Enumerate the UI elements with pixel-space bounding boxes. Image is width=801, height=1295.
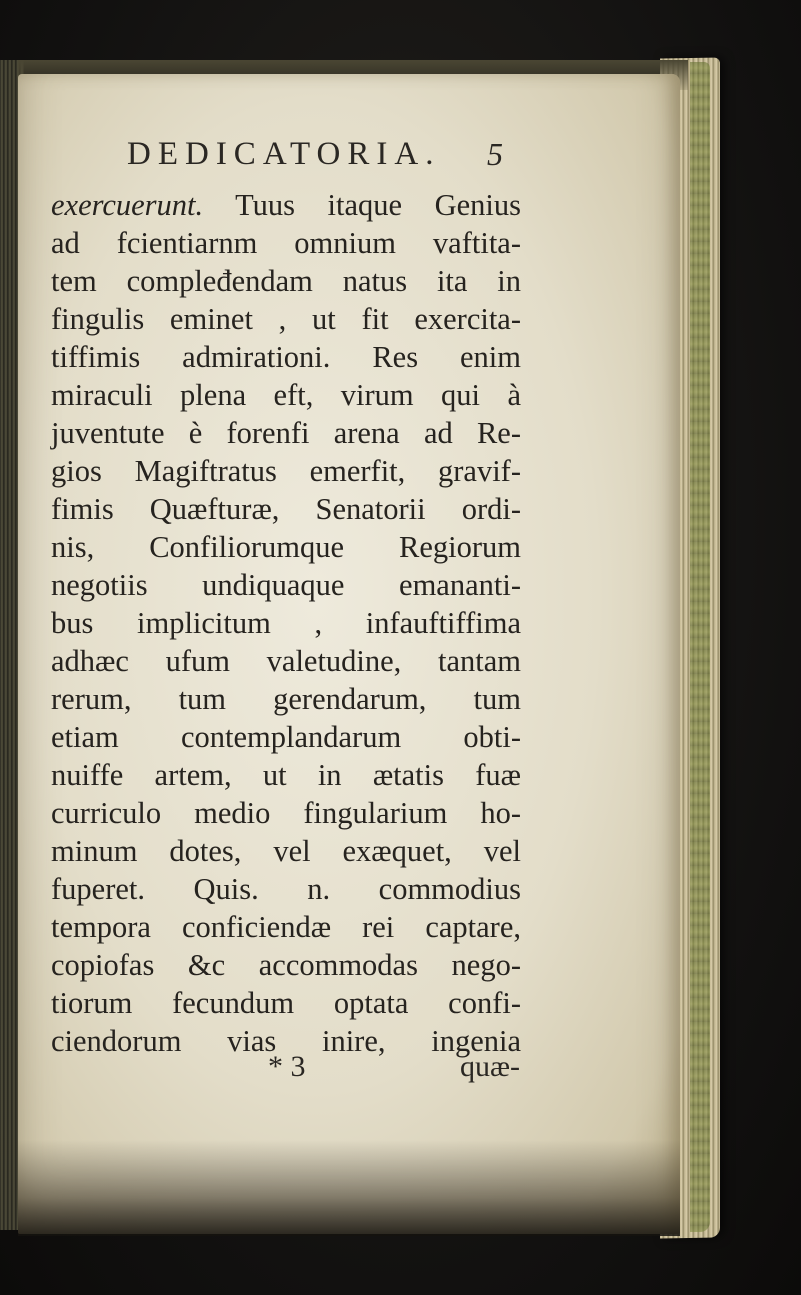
text-line-content: fimis Quæfturæ, Senatorii ordi-: [51, 492, 521, 526]
text-line: [51, 870, 521, 908]
page-bottom-shadow: [18, 1140, 680, 1236]
text-line-content: nuiffe artem, ut in ætatis fuæ: [51, 758, 521, 792]
text-line-content: juventute è forenfi arena ad Re-: [51, 416, 521, 450]
text-line-content: minum dotes, vel exæquet, vel: [51, 834, 521, 868]
text-line-content: Tuus itaque Genius: [203, 188, 521, 222]
text-line: [51, 376, 521, 414]
text-line-content: tiffimis admirationi. Res enim: [51, 340, 521, 374]
text-line-content: etiam contemplandarum obti-: [51, 720, 521, 754]
text-line-content: curriculo medio fingularium ho-: [51, 796, 521, 830]
text-line: [51, 566, 521, 604]
text-line: [51, 338, 521, 376]
text-line: [51, 604, 521, 642]
text-line-content: ad fcientiarnm omnium vaftita-: [51, 226, 521, 260]
text-line-content: tem compleđendam natus ita in: [51, 264, 521, 298]
text-line: [51, 452, 521, 490]
running-head-title: DEDICATORIA.: [127, 136, 441, 172]
text-line: [51, 528, 521, 566]
catchword: quæ-: [460, 1050, 520, 1083]
signature-mark: * 3: [268, 1050, 306, 1083]
text-line: [51, 984, 521, 1022]
italic-word: exercuerunt.: [51, 188, 204, 222]
text-line-content: gios Magiftratus emerfit, gravif-: [51, 454, 521, 488]
text-line-content: adhæc ufum valetudine, tantam: [51, 644, 521, 678]
text-line-content: ciendorum vias inire, ingenia: [51, 1024, 521, 1058]
text-line-content: bus implicitum , infauftiffima: [51, 606, 521, 640]
text-line: [51, 794, 521, 832]
text-line: [51, 262, 521, 300]
text-line: [51, 224, 521, 262]
text-line-content: rerum, tum gerendarum, tum: [51, 682, 521, 716]
text-line-content: tiorum fecundum optata confi-: [51, 986, 521, 1020]
text-line: [51, 186, 521, 224]
text-line: [51, 946, 521, 984]
text-line: [51, 642, 521, 680]
text-line: [51, 300, 521, 338]
text-line-content: tempora conficiendæ rei captare,: [51, 910, 521, 944]
body-text: [51, 186, 521, 1060]
running-head: [0, 136, 801, 176]
text-line: [51, 908, 521, 946]
text-line: [51, 718, 521, 756]
text-line-content: fingulis eminet , ut fit exercita-: [51, 302, 521, 336]
text-line-content: copiofas &c accommodas nego-: [51, 948, 521, 982]
text-line-content: fuperet. Quis. n. commodius: [51, 872, 521, 906]
text-line-content: miraculi plena eft, virum qui à: [51, 378, 521, 412]
text-line: [51, 832, 521, 870]
page-number: 5: [487, 136, 503, 172]
text-line-content: negotiis undiquaque emananti-: [51, 568, 521, 602]
text-line: [51, 490, 521, 528]
text-line: [51, 414, 521, 452]
text-line: [51, 680, 521, 718]
text-line: [51, 756, 521, 794]
text-line-content: nis, Confiliorumque Regiorum: [51, 530, 521, 564]
page-footer: [0, 1050, 801, 1090]
